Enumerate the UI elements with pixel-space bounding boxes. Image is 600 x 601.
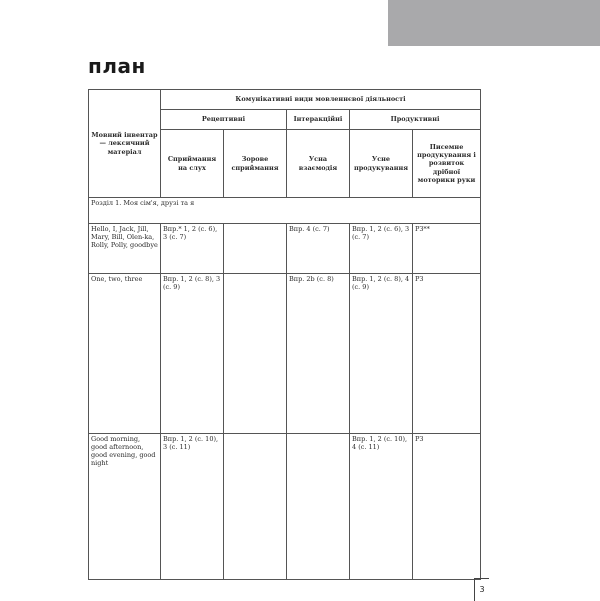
- header-receptive: Рецептивні: [161, 110, 287, 130]
- header-interactive: Інтеракційні: [287, 110, 350, 130]
- header-written: Писемне продукування і розвиток дрібної моторики руки: [413, 130, 481, 198]
- row-listening: Впр. 1, 2 (с. 8), 3 (с. 9): [161, 274, 224, 434]
- header-productive: Продуктивні: [350, 110, 481, 130]
- row-visual: [224, 274, 287, 434]
- section-row: [89, 198, 481, 224]
- header-oral-interaction: Усна взаємодія: [287, 130, 350, 198]
- row-interaction: Впр. 2b (с. 8): [287, 274, 350, 434]
- row-production: Впр. 1, 2 (с. 6), 3 (с. 7): [350, 224, 413, 274]
- plan-table: [88, 89, 481, 580]
- header-lexical: Мовний інвентар — лексичний матеріал: [89, 90, 161, 198]
- header-oral-production: Усне продукування: [350, 130, 413, 198]
- table-row: [89, 434, 481, 580]
- page-title: план: [88, 54, 146, 78]
- row-production: Впр. 1, 2 (с. 8), 4 (с. 9): [350, 274, 413, 434]
- row-lexis: One, two, three: [89, 274, 161, 434]
- table-row: [89, 274, 481, 434]
- row-listening: Впр. 1, 2 (с. 10), 3 (с. 11): [161, 434, 224, 580]
- table-row: [89, 224, 481, 274]
- row-interaction: Впр. 4 (с. 7): [287, 224, 350, 274]
- page-number: 3: [474, 578, 489, 601]
- row-lexis: Hello, I, Jack, Jill, Mary, Bill, Olen-ka, Rolly, Polly, goodbye: [89, 224, 161, 274]
- row-production: Впр. 1, 2 (с. 10), 4 (с. 11): [350, 434, 413, 580]
- row-lexis: Good morning, good afternoon, good evening, good night: [89, 434, 161, 580]
- row-written: РЗ**: [413, 224, 481, 274]
- row-written: РЗ: [413, 434, 481, 580]
- row-interaction: [287, 434, 350, 580]
- header-activity-group: Комунікативні види мовленнєвої діяльності: [161, 90, 481, 110]
- corner-tab: [388, 0, 600, 46]
- row-written: РЗ: [413, 274, 481, 434]
- row-listening: Впр.* 1, 2 (с. 6), 3 (с. 7): [161, 224, 224, 274]
- header-row-1: [89, 90, 481, 110]
- header-listening: Сприймання на слух: [161, 130, 224, 198]
- header-visual: Зорове сприймання: [224, 130, 287, 198]
- row-visual: [224, 224, 287, 274]
- row-visual: [224, 434, 287, 580]
- section-title: Розділ 1. Моя сім'я, друзі та я: [89, 198, 481, 224]
